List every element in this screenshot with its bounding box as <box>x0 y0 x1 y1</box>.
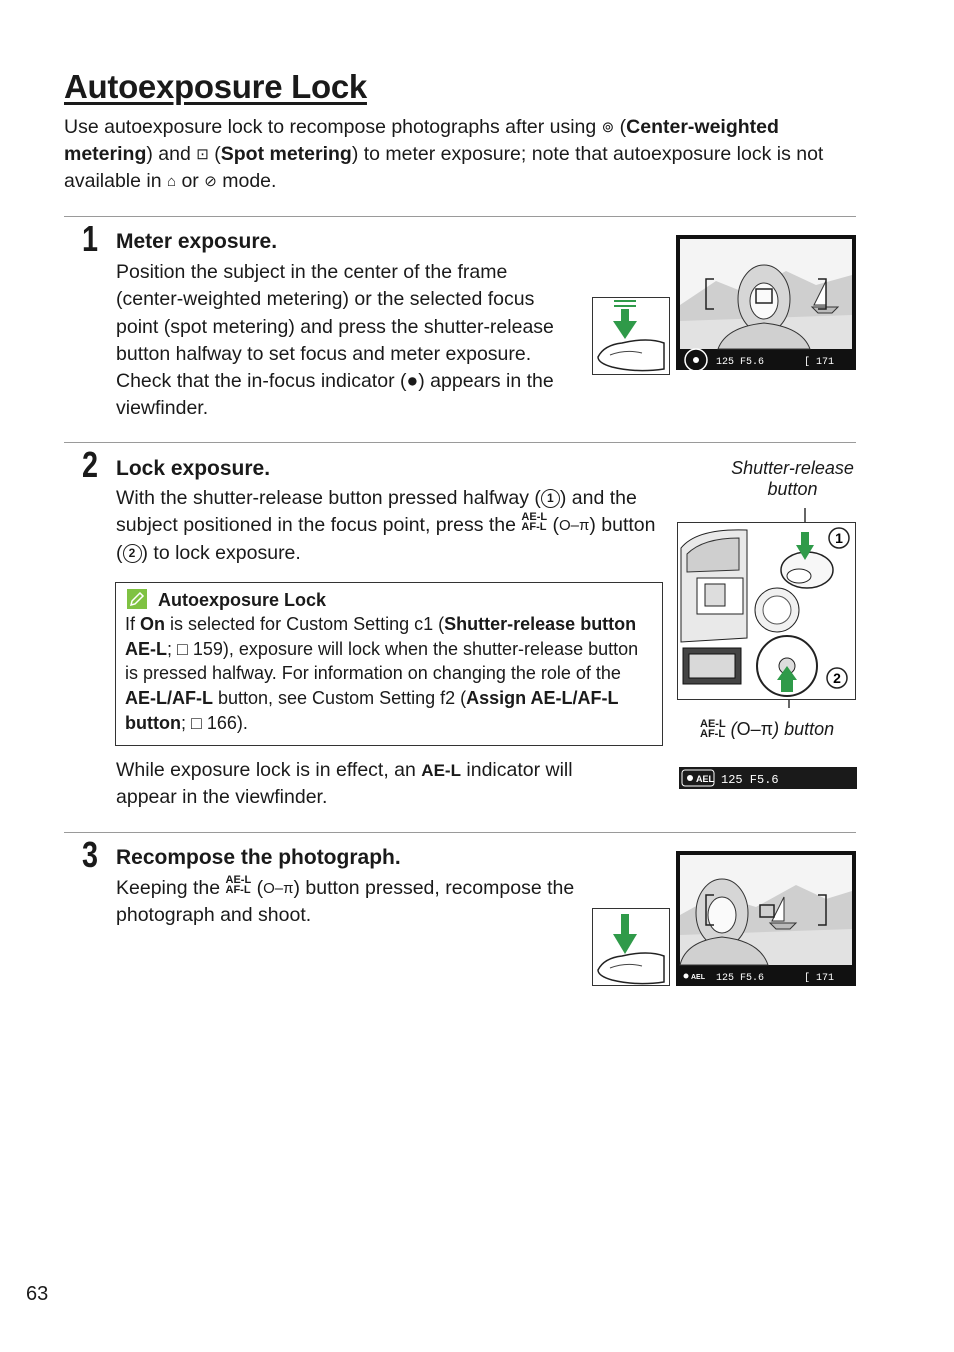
ae-l-af-l-button-icon: AE-L AF-L <box>700 718 726 740</box>
intro-paragraph: Use autoexposure lock to recompose photographs after using ⊚ (Center-weighted metering) and ⊡ (Spot metering) to meter exposure; note that autoexposure lock is not available in ⌂ or ⊘ mode. <box>64 114 864 195</box>
ae-l-af-l-button-icon: AE-L AF-L <box>225 874 252 896</box>
shutter-half-press-illustration <box>592 297 670 375</box>
svg-text:[ 171: [ 171 <box>804 357 835 368</box>
key-lock-icon: O‒π <box>263 880 294 897</box>
step-heading: Meter exposure. <box>116 230 278 253</box>
divider <box>64 832 856 833</box>
center-weighted-metering-icon: ⊚ <box>601 119 615 136</box>
camera-top-illustration <box>677 508 857 708</box>
divider <box>64 442 856 443</box>
page-number: 63 <box>26 1283 49 1305</box>
svg-text:2: 2 <box>833 670 841 686</box>
step-body-secondary: While exposure lock is in effect, an AE-L indicator will appear in the viewfinder. <box>116 759 573 809</box>
svg-text:125 F5.6: 125 F5.6 <box>716 357 765 368</box>
step-number: 3 <box>82 834 99 875</box>
svg-text:1: 1 <box>835 530 843 546</box>
flash-off-mode-icon: ⊘ <box>204 173 217 190</box>
shutter-full-press-illustration <box>592 908 670 986</box>
divider <box>64 216 856 217</box>
key-lock-icon: O‒π <box>736 719 774 739</box>
note-body: If On is selected for Custom Setting c1 (Shutter-release button AE-L; □ 159), exposure will lock when the shutter-release button is pressed halfway. For information on changing the role of the AE-L/AF-L button, see Custom Setting f2 (Assign AE-L/AF-L button; □ 166). <box>125 614 639 733</box>
callout-1-icon: 1 <box>541 489 560 508</box>
spot-metering-icon: ⊡ <box>196 146 209 163</box>
step-heading: Lock exposure. <box>116 457 271 480</box>
ae-l-af-l-button-icon: AE-L AF-L <box>521 511 548 534</box>
auto-mode-icon: ⌂ <box>166 173 177 190</box>
svg-text:125 F5.6: 125 F5.6 <box>716 973 765 984</box>
svg-text:125 F5.6: 125 F5.6 <box>721 773 779 787</box>
svg-text:[ 171: [ 171 <box>804 973 835 984</box>
shutter-release-caption: Shutter-release button <box>731 458 854 499</box>
book-icon: □ <box>190 712 202 733</box>
step-heading: Recompose the photograph. <box>116 846 401 869</box>
note-box <box>115 582 663 746</box>
book-icon: □ <box>177 638 188 659</box>
step-body: With the shutter-release button pressed halfway ( 1 ) and the subject positioned in the focus point, press the AE-L AF-L (O‒π) button ( 2 ) to lock exposure. <box>116 487 656 564</box>
step-body: Position the subject in the center of the frame (center-weighted metering) or the selected focus point (spot metering) and press the shutter-release button halfway to set focus and meter exposure. Check that the in-focus indicator (●) appears in the viewfinder. <box>116 261 554 420</box>
pencil-icon <box>127 589 147 609</box>
page-title: Autoexposure Lock <box>64 68 367 105</box>
ae-l-af-l-caption: AE-L AF-L (O‒π) button <box>700 718 835 740</box>
step-number: 1 <box>82 218 99 259</box>
svg-text:AEL: AEL <box>691 974 705 981</box>
key-lock-icon: O‒π <box>559 517 590 535</box>
svg-text:AEL: AEL <box>696 774 714 784</box>
step-number: 2 <box>82 444 99 485</box>
callout-2-icon: 2 <box>123 544 142 563</box>
step-body: Keeping the AE-L AF-L (O‒π) button pressed, recompose the photograph and shoot. <box>116 874 575 927</box>
viewfinder-ael-readout <box>679 767 857 789</box>
viewfinder-illustration <box>676 235 856 370</box>
viewfinder-recomposed-illustration <box>676 851 856 986</box>
note-title: Autoexposure Lock <box>158 590 327 610</box>
